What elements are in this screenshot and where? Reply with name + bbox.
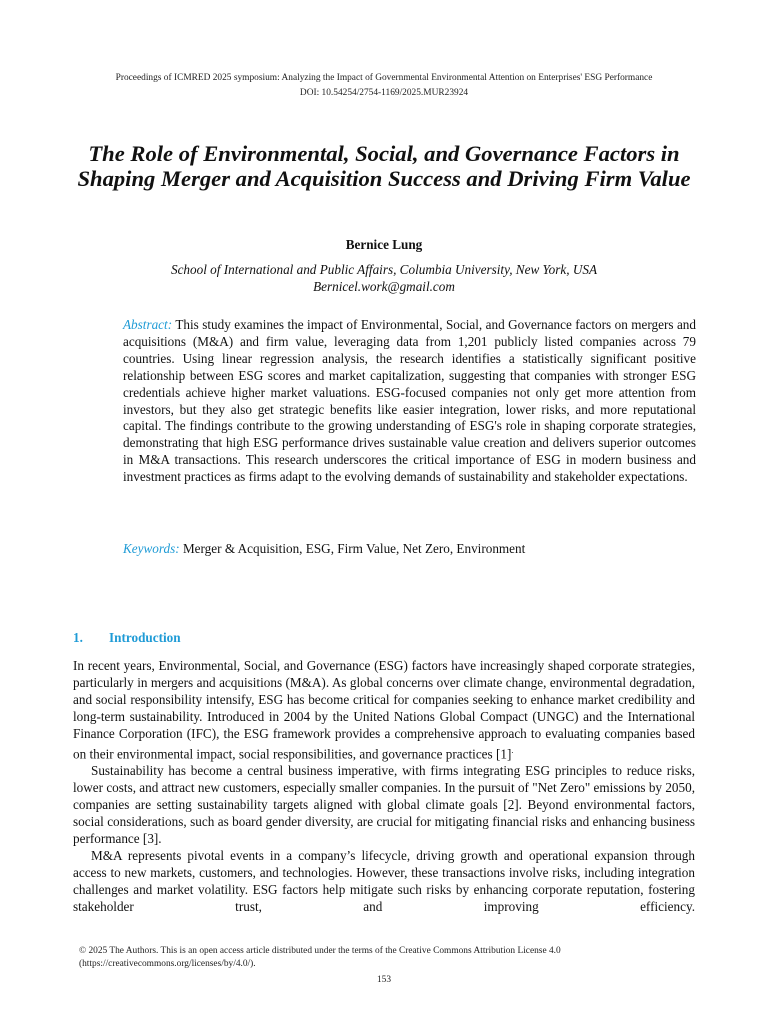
body-paragraph [73,658,695,763]
keywords [123,540,696,557]
abstract-text: This study examines the impact of Environmental, Social, and Governance factors on mergers and acquisitions (M&A) and firm value, leveraging data from 1,201 publicly listed companies across 79 countries. Using linear regression analysis, the research identifies a statistically significant positive relationship between ESG scores and market capitalization, suggesting that companies with stronger ESG credentials achieve higher market valuations. ESG-focused companies not only get more attention from investors, but they also get strategic benefits like easier integration, lower risks, and more reputational capital. The findings contribute to the growing understanding of ESG's role in shaping corporate strategies, demonstrating that high ESG performance drives sustainable value creation and delivers superior outcomes in M&A transactions. This research underscores the critical importance of ESG in modern business and investment practices as firms adapt to the evolving demands of sustainability and stakeholder expectations. [123,317,696,485]
keywords-label: Keywords: [123,541,180,556]
author-affiliation-block [0,262,768,295]
citation-mark: . [511,745,514,755]
paragraph-text: In recent years, Environmental, Social, and Governance (ESG) factors have increasingly shaped corporate strategies, particularly in mergers and acquisitions (M&A). As global concerns over climate change, environmental degradation, and social responsibility intensify, ESG has become critical for companies seeking to enhance market credibility and long-term sustainability. Introduced in 2004 by the United Nations Global Compact (UNGC) and the International Finance Corporation (IFC), the ESG framework provides a comprehensive approach to evaluating companies based on their environmental impact, social responsibilities, and governance practices [1] [73,658,695,762]
proceedings-line: Proceedings of ICMRED 2025 symposium: Analyzing the Impact of Governmental Environmental Attention on Enterprises' ESG Performance [115,73,653,83]
abstract [123,317,696,486]
affiliation: School of International and Public Affairs, Columbia University, New York, USA [170,262,598,277]
section-heading-introduction [73,630,181,646]
section-number: 1. [73,630,83,645]
body-paragraph: M&A represents pivotal events in a company’s lifecycle, driving growth and operational expansion through access to new markets, customers, and technologies. However, these transactions involve risks, including integration challenges and market volatility. ESG factors help mitigate such risks by enhancing corporate reputation, fostering stakeholder trust, and improving efficiency. [73,847,695,914]
author-email[interactable]: Bernicel.work@gmail.com [313,278,455,294]
section-title: Introduction [109,630,181,645]
body-paragraph: Sustainability has become a central business imperative, with firms integrating ESG principles to reduce risks, lower costs, and attract new customers, especially smaller companies. In the pursuit of "Net Zero" emissions by 2050, companies are setting sustainability targets aligned with global climate goals [2]. Beyond environmental factors, social considerations, such as board gender diversity, are crucial for mitigating financial risks and enhancing business performance [3]. [73,763,695,846]
author-name: Bernice Lung [345,237,423,252]
keywords-text: Merger & Acquisition, ESG, Firm Value, Net Zero, Environment [182,541,526,556]
running-header [0,71,768,100]
page-number: 153 [376,975,392,985]
introduction-body [73,658,695,916]
doi-line: DOI: 10.54254/2754-1169/2025.MUR23924 [299,87,469,98]
license-footnote: © 2025 The Authors. This is an open access article distributed under the terms of the Creative Commons Attribution License 4.0 (https://creativecommons.org/licenses/by/4.0/). [79,946,561,969]
abstract-label: Abstract: [123,317,173,332]
paper-title: The Role of Environmental, Social, and Governance Factors in Shaping Merger and Acquisition Success and Driving Firm Value [77,141,691,191]
